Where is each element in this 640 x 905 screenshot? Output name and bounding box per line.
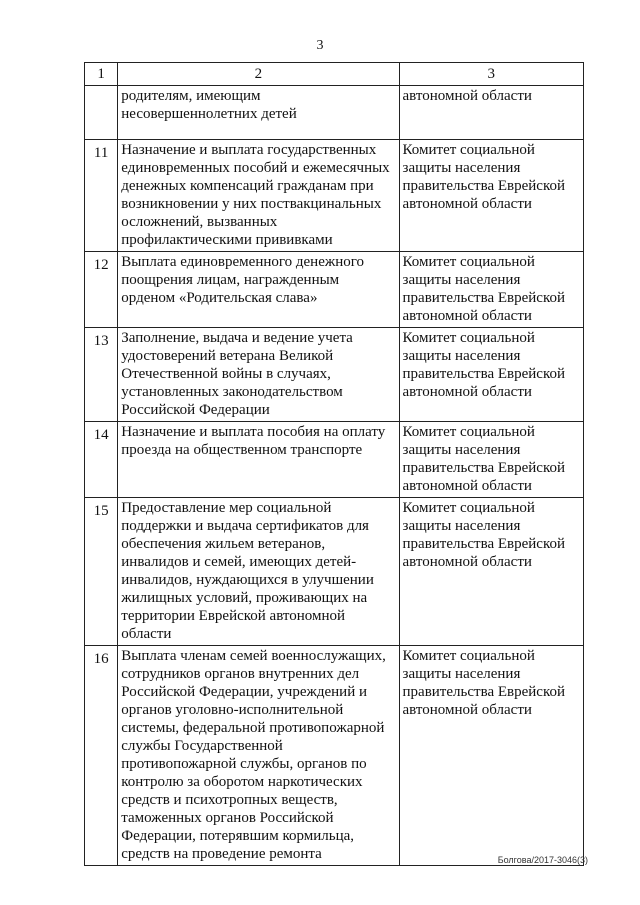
column-header: 2 <box>118 63 399 86</box>
agency-name: Комитет социальной защиты населения правительства Еврейской автономной области <box>399 328 583 422</box>
service-name: родителям, имеющим несовершеннолетних детей <box>118 86 399 140</box>
agency-name: Комитет социальной защиты населения правительства Еврейской автономной области <box>399 498 583 646</box>
document-code: Болгова/2017-3046(3) <box>497 855 588 865</box>
service-name: Заполнение, выдача и ведение учета удостоверений ветерана Великой Отечественной войны в случаях, установленных законодательством Российской Федерации <box>118 328 399 422</box>
table-row <box>85 252 584 328</box>
row-number: 14 <box>85 422 118 498</box>
service-name: Выплата членам семей военнослужащих, сотрудников органов внутренних дел Российской Федерации, учреждений и органов уголовно-исполнительной системы, федеральной противопожарной службы Государственной противопожарной службы, органов по контролю за оборотом наркотических средств и психотропных веществ, таможенных органов Российской Федерации, потерявшим кормильца, средств на проведение ремонта <box>118 646 399 866</box>
row-number: 13 <box>85 328 118 422</box>
table-header-row <box>85 63 584 86</box>
row-number <box>85 86 118 140</box>
table-row <box>85 422 584 498</box>
column-header: 3 <box>399 63 583 86</box>
service-name: Выплата единовременного денежного поощрения лицам, награжденным орденом «Родительская слава» <box>118 252 399 328</box>
service-name: Назначение и выплата государственных единовременных пособий и ежемесячных денежных компенсаций гражданам при возникновении у них поствакцинальных осложнений, вызванных профилактическими прививками <box>118 140 399 252</box>
service-name: Предоставление мер социальной поддержки и выдача сертификатов для обеспечения жильем ветеранов, инвалидов и семей, имеющих детей-инвалидов, нуждающихся в улучшении жилищных условий, проживающих на территории Еврейской автономной области <box>118 498 399 646</box>
table-row <box>85 86 584 140</box>
row-number: 11 <box>85 140 118 252</box>
agency-name: Комитет социальной защиты населения правительства Еврейской автономной области <box>399 646 583 866</box>
table-row <box>85 498 584 646</box>
row-number: 12 <box>85 252 118 328</box>
table-row <box>85 646 584 866</box>
service-name: Назначение и выплата пособия на оплату проезда на общественном транспорте <box>118 422 399 498</box>
column-header: 1 <box>85 63 118 86</box>
services-table <box>84 62 584 866</box>
row-number: 16 <box>85 646 118 866</box>
agency-name: Комитет социальной защиты населения правительства Еврейской автономной области <box>399 140 583 252</box>
agency-name: Комитет социальной защиты населения правительства Еврейской автономной области <box>399 422 583 498</box>
row-number: 15 <box>85 498 118 646</box>
page-number: 3 <box>316 38 324 53</box>
agency-name: Комитет социальной защиты населения правительства Еврейской автономной области <box>399 252 583 328</box>
agency-name: автономной области <box>399 86 583 140</box>
table-row <box>85 328 584 422</box>
table-row <box>85 140 584 252</box>
